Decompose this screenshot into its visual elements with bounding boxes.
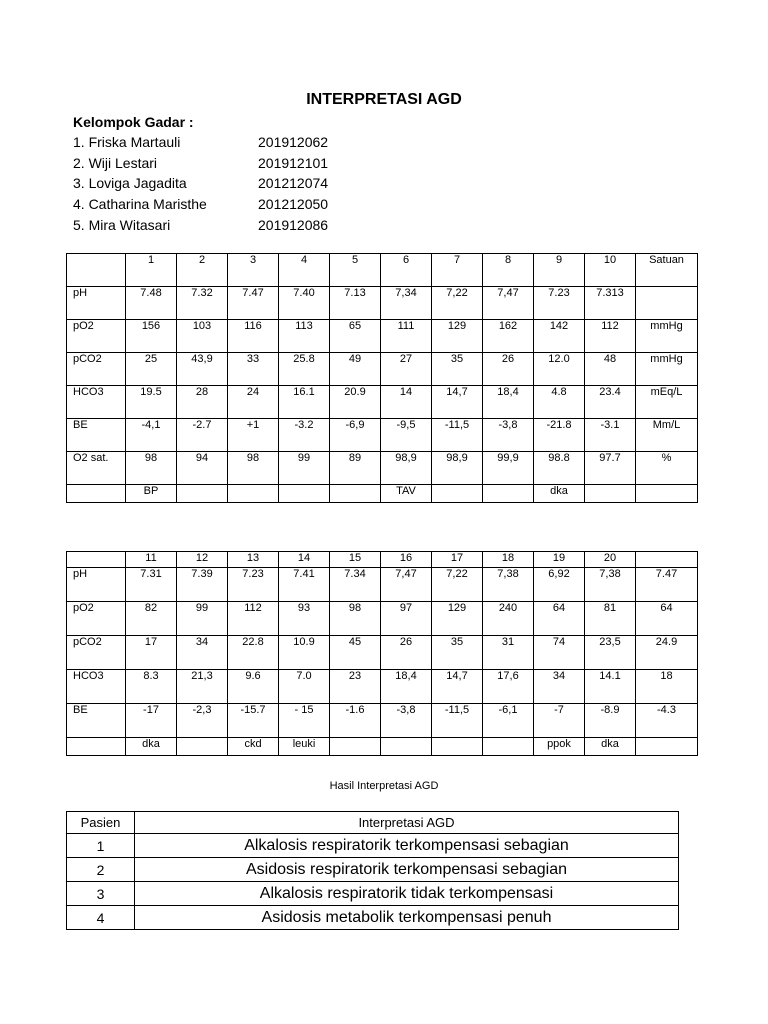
table-cell: -3,8 [483,419,534,452]
table-cell: -4.3 [636,704,698,738]
table-cell: 74 [534,636,585,670]
column-header [67,254,126,287]
table-cell [228,485,279,503]
table-cell: 98,9 [432,452,483,485]
table-cell: 82 [126,602,177,636]
table-cell: mmHg [636,353,698,386]
table-cell: 7.13 [330,287,381,320]
table-cell: % [636,452,698,485]
table-cell: 19.5 [126,386,177,419]
table-cell: 97.7 [585,452,636,485]
table-cell [330,738,381,756]
table-cell: 7.39 [177,568,228,602]
table-cell: 7.40 [279,287,330,320]
results-header-row [67,812,679,834]
patient-number: 2 [67,858,135,882]
table-cell: 12.0 [534,353,585,386]
table-cell: -6,9 [330,419,381,452]
column-header: 8 [483,254,534,287]
table-cell: Mm/L [636,419,698,452]
table-cell: 26 [483,353,534,386]
table-cell: 112 [228,602,279,636]
table-cell: 129 [432,320,483,353]
table-cell: ckd [228,738,279,756]
table-cell: ppok [534,738,585,756]
table-row [67,287,698,320]
table-cell: 7,22 [432,568,483,602]
member-nim: 201912101 [258,155,329,171]
table-cell: -3.2 [279,419,330,452]
table-cell: 14 [381,386,432,419]
column-header: 17 [432,552,483,568]
table-cell: mEq/L [636,386,698,419]
table-cell: 35 [432,636,483,670]
member-name: 1. Friska Martauli [73,134,181,150]
row-label [67,738,126,756]
table-cell: 97 [381,602,432,636]
table-cell: 8.3 [126,670,177,704]
table-cell: TAV [381,485,432,503]
row-label: pH [67,287,126,320]
column-header: 14 [279,552,330,568]
table-cell: 18,4 [483,386,534,419]
table-cell: -6,1 [483,704,534,738]
member-row [73,134,373,154]
table-cell: 162 [483,320,534,353]
table-cell: 7,47 [381,568,432,602]
table-cell [177,485,228,503]
table-cell [177,738,228,756]
column-header: 1 [126,254,177,287]
table-cell: 33 [228,353,279,386]
row-label: HCO3 [67,670,126,704]
table-cell: -11,5 [432,704,483,738]
table-row [67,636,698,670]
table-row [67,485,698,503]
table-cell [483,738,534,756]
results-caption: Hasil Interpretasi AGD [329,780,439,792]
member-row [73,175,373,195]
table-header-row [67,254,698,287]
table-cell [483,485,534,503]
table-cell: -2,3 [177,704,228,738]
results-table [66,811,679,930]
table-cell: 34 [534,670,585,704]
table-cell: -7 [534,704,585,738]
table-cell [636,485,698,503]
table-cell: 17 [126,636,177,670]
column-header: 16 [381,552,432,568]
row-label: pH [67,568,126,602]
column-header: 2 [177,254,228,287]
column-header: 13 [228,552,279,568]
table-row [67,386,698,419]
agd-table-patients-1-10 [66,253,698,503]
table-row [67,704,698,738]
column-header: 6 [381,254,432,287]
table-cell: dka [126,738,177,756]
patient-number: 3 [67,882,135,906]
table-cell: 7,47 [483,287,534,320]
column-header: 19 [534,552,585,568]
member-nim: 201912062 [258,134,329,150]
table-cell: leuki [279,738,330,756]
column-header: 5 [330,254,381,287]
table-cell: 7.41 [279,568,330,602]
table-cell: 7,38 [483,568,534,602]
column-header [636,552,698,568]
page-title: INTERPRETASI AGD [306,91,462,108]
column-header: 15 [330,552,381,568]
table-row [67,419,698,452]
table-cell: 25 [126,353,177,386]
table-cell: -17 [126,704,177,738]
patient-number: 1 [67,834,135,858]
table-cell: 99 [279,452,330,485]
table-cell: 14,7 [432,670,483,704]
table-cell: 99,9 [483,452,534,485]
table-row [67,568,698,602]
table-cell [636,287,698,320]
table-row [67,738,698,756]
table-row [67,670,698,704]
table-cell [432,738,483,756]
table-cell: 9.6 [228,670,279,704]
table-cell: 129 [432,602,483,636]
table-cell: 7,38 [585,568,636,602]
table-cell: 27 [381,353,432,386]
table-cell: -4,1 [126,419,177,452]
interpretation-text: Asidosis respiratorik terkompensasi sebagian [135,858,679,882]
row-label: BE [67,704,126,738]
table-cell: dka [534,485,585,503]
table-cell: -15.7 [228,704,279,738]
table-cell: 7.47 [228,287,279,320]
table-row [67,320,698,353]
table-cell: 7.31 [126,568,177,602]
table-cell: BP [126,485,177,503]
table-cell [636,738,698,756]
table-cell: 156 [126,320,177,353]
table-cell: 14,7 [432,386,483,419]
table-cell: 7.34 [330,568,381,602]
member-name: 3. Loviga Jagadita [73,175,187,191]
member-row [73,217,373,237]
results-row [67,882,679,906]
table-cell: 116 [228,320,279,353]
column-header: 10 [585,254,636,287]
table-cell: 98 [330,602,381,636]
table-cell: -9,5 [381,419,432,452]
results-row [67,834,679,858]
table-cell: 98,9 [381,452,432,485]
table-cell: 14.1 [585,670,636,704]
table-cell: dka [585,738,636,756]
table-cell: 20.9 [330,386,381,419]
table-header-row [67,552,698,568]
table-cell: 7,22 [432,287,483,320]
agd-table-1-body [67,254,698,503]
table-cell: 6,92 [534,568,585,602]
table-cell: 94 [177,452,228,485]
table-cell: 64 [534,602,585,636]
table-cell: 142 [534,320,585,353]
table-cell: 113 [279,320,330,353]
table-cell: 64 [636,602,698,636]
table-cell: 28 [177,386,228,419]
table-cell: 7.313 [585,287,636,320]
results-header-patient: Pasien [67,812,135,834]
column-header: 3 [228,254,279,287]
row-label: pO2 [67,320,126,353]
table-cell: 35 [432,353,483,386]
row-label: pCO2 [67,636,126,670]
results-row [67,906,679,930]
table-cell: 7,34 [381,287,432,320]
table-cell: 25.8 [279,353,330,386]
column-header: 18 [483,552,534,568]
table-cell [585,485,636,503]
table-cell: 7.32 [177,287,228,320]
agd-table-2-body [67,552,698,756]
table-cell: 10.9 [279,636,330,670]
table-cell: 31 [483,636,534,670]
column-header: 11 [126,552,177,568]
table-cell: 7.48 [126,287,177,320]
table-cell: -2.7 [177,419,228,452]
table-cell: 4.8 [534,386,585,419]
patient-number: 4 [67,906,135,930]
row-label: pCO2 [67,353,126,386]
table-cell: 43,9 [177,353,228,386]
column-header: 4 [279,254,330,287]
table-cell: 48 [585,353,636,386]
table-cell: - 15 [279,704,330,738]
table-cell: 18 [636,670,698,704]
row-label [67,485,126,503]
table-cell: 23.4 [585,386,636,419]
table-cell: 112 [585,320,636,353]
table-cell: -21.8 [534,419,585,452]
table-cell [381,738,432,756]
table-cell: -8.9 [585,704,636,738]
table-row [67,602,698,636]
results-row [67,858,679,882]
table-cell: 23,5 [585,636,636,670]
table-row [67,452,698,485]
column-header: 9 [534,254,585,287]
table-cell: -1.6 [330,704,381,738]
table-cell: 240 [483,602,534,636]
table-cell: 22.8 [228,636,279,670]
table-cell: 21,3 [177,670,228,704]
table-cell: 24.9 [636,636,698,670]
table-cell: 16.1 [279,386,330,419]
table-cell [330,485,381,503]
table-cell: 7.0 [279,670,330,704]
row-label: HCO3 [67,386,126,419]
table-cell: 7.47 [636,568,698,602]
table-cell: 98 [228,452,279,485]
member-nim: 201212050 [258,196,329,212]
member-row [73,155,373,175]
column-header: Satuan [636,254,698,287]
table-cell: 49 [330,353,381,386]
table-cell: -3.1 [585,419,636,452]
table-cell: 34 [177,636,228,670]
member-name: 4. Catharina Maristhe [73,196,207,212]
column-header: 12 [177,552,228,568]
member-row [73,196,373,216]
table-cell: 81 [585,602,636,636]
row-label: BE [67,419,126,452]
table-cell: 17,6 [483,670,534,704]
table-cell: 93 [279,602,330,636]
table-cell: 18,4 [381,670,432,704]
table-cell: 65 [330,320,381,353]
member-name: 2. Wiji Lestari [73,155,158,171]
interpretation-text: Alkalosis respiratorik tidak terkompensasi [135,882,679,906]
table-cell: 24 [228,386,279,419]
agd-table-patients-11-20 [66,551,698,756]
row-label: pO2 [67,602,126,636]
member-nim: 201212074 [258,175,329,191]
column-header: 7 [432,254,483,287]
table-cell: 103 [177,320,228,353]
row-label: O2 sat. [67,452,126,485]
table-cell [432,485,483,503]
column-header [67,552,126,568]
table-cell: 23 [330,670,381,704]
member-nim: 201912086 [258,217,329,233]
interpretation-text: Alkalosis respiratorik terkompensasi sebagian [135,834,679,858]
table-cell [279,485,330,503]
results-header-interpretation: Interpretasi AGD [135,812,679,834]
table-cell: 89 [330,452,381,485]
table-cell: 7.23 [228,568,279,602]
table-cell: 111 [381,320,432,353]
table-cell: -3,8 [381,704,432,738]
group-heading: Kelompok Gadar : [73,114,194,130]
table-cell: 99 [177,602,228,636]
table-cell: -11,5 [432,419,483,452]
member-name: 5. Mira Witasari [73,217,171,233]
interpretation-text: Asidosis metabolik terkompensasi penuh [135,906,679,930]
table-row [67,353,698,386]
table-cell: 98.8 [534,452,585,485]
table-cell: 98 [126,452,177,485]
table-cell: 26 [381,636,432,670]
table-cell: mmHg [636,320,698,353]
column-header: 20 [585,552,636,568]
table-cell: +1 [228,419,279,452]
table-cell: 45 [330,636,381,670]
table-cell: 7.23 [534,287,585,320]
